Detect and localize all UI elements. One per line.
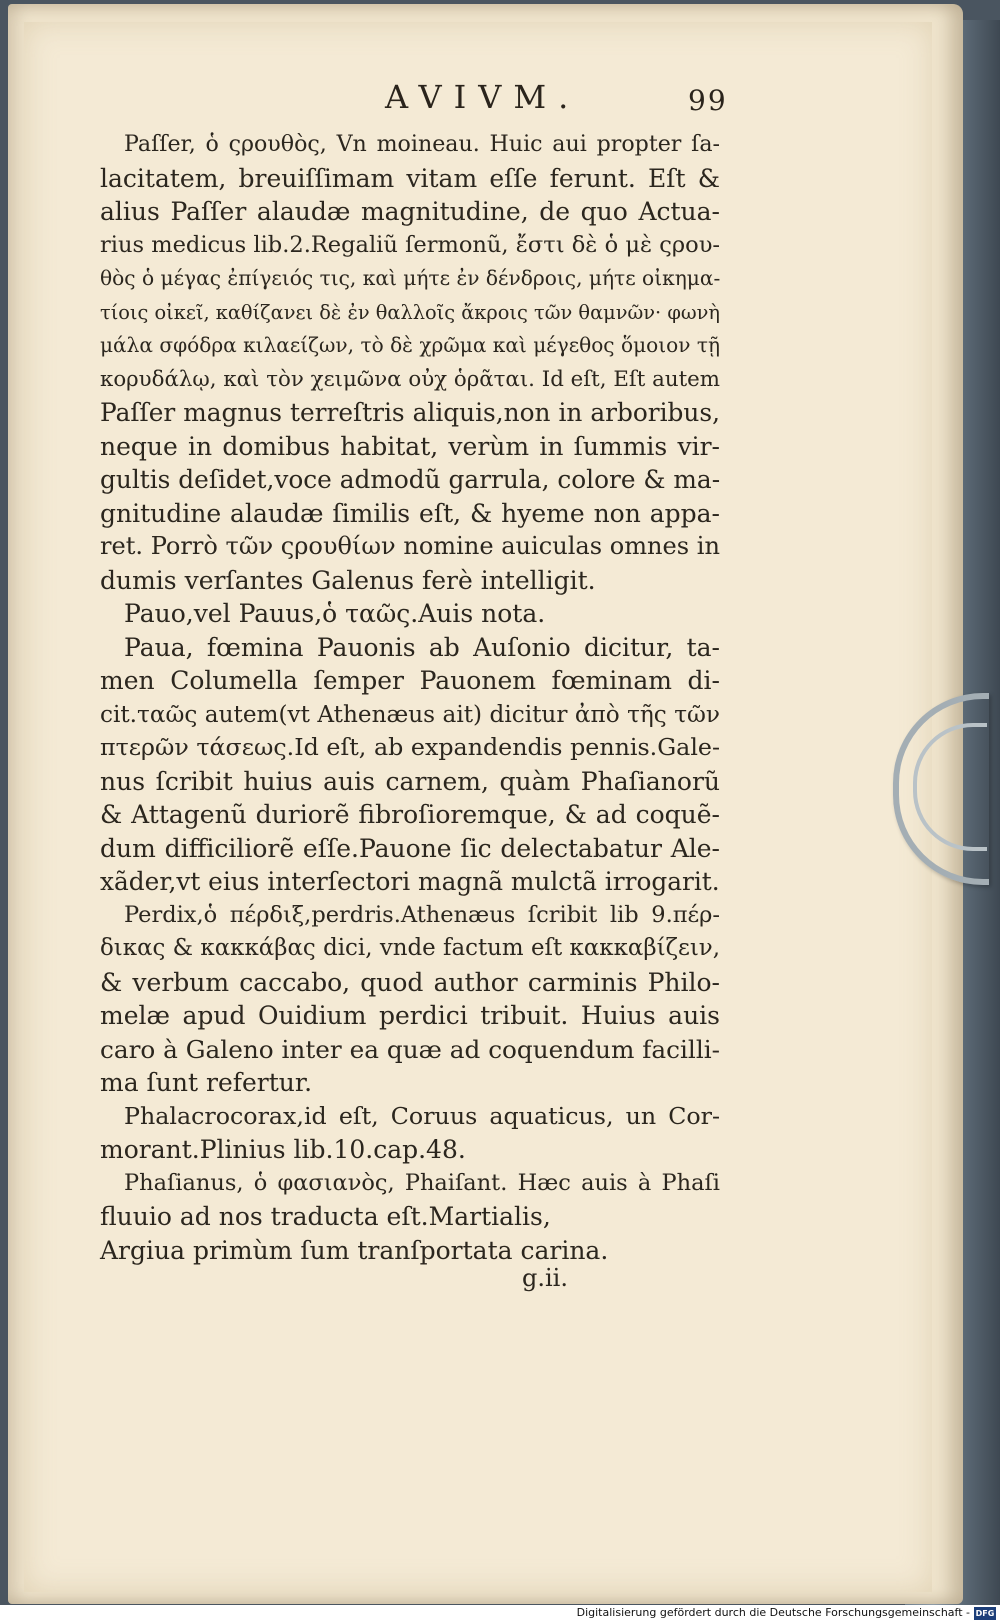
text-line: men Columella ſemper Pauonem fœminam di- <box>100 666 720 695</box>
text-line: gnitudine alaudæ ſimilis eſt, & hyeme non appa- <box>100 498 720 528</box>
text-line: Perdix,ὁ πέρδιξ,perdris.Athenæus ſcribit lib 9.πέρ- <box>124 901 720 928</box>
text-line: Pauo,vel Pauus,ὁ ταῶς.Auis nota. <box>124 599 546 628</box>
text-line: Paua, fœmina Pauonis ab Auſonio dicitur, ta- <box>124 632 720 662</box>
text-line: Argiua primùm ſum tranſportata carina. <box>100 1235 609 1265</box>
text-line: Phaſianus, ὁ φασιανὸς, Phaiſant. Hæc auis à Phaſi <box>124 1169 720 1196</box>
text-line: gultis deſidet,voce admodũ garrula, colore & ma- <box>100 465 721 494</box>
text-line: ma ſunt refertur. <box>100 1068 313 1097</box>
text-line: τίοις οἰκεῖ, καθίζανει δὲ ἐν θαλλοῖς ἄκροις τῶν θαμνῶν· φωνὴ <box>100 300 720 324</box>
text-line: melæ apud Ouidium perdici tribuit. Huius auis <box>100 1001 720 1030</box>
text-line: neque in domibus habitat, verùm in ſummis vir- <box>100 431 720 461</box>
text-line: ret. Porrò τῶν ςρουθίων nomine auiculas omnes in <box>100 532 720 560</box>
text-line: δικας & κακκάβας dici, vnde factum eſt κακκαβίζειν, <box>100 935 720 961</box>
text-line: & Attagenũ duriorẽ fibroſioremque, & ad coquẽ- <box>100 800 720 829</box>
text-line: dum difficiliorẽ eſſe.Pauone ſic delectabatur Ale- <box>100 833 720 863</box>
running-head: AVIVM. <box>385 78 581 116</box>
text-line: dumis verſantes Galenus ferè intelligit. <box>100 565 596 595</box>
text-line: caro à Galeno inter ea quæ ad coquendum facilli- <box>100 1034 720 1064</box>
text-line: Paſſer magnus terreſtris aliquis,non in arboribus, <box>100 398 720 427</box>
text-line: xãder,vt eius interſectori magnã mulctã irrogarit. <box>100 867 720 896</box>
text-line: κορυδάλῳ, καὶ τὸν χειμῶνα οὐχ ὁρᾶται. Id eſt, Eſt autem <box>100 366 720 392</box>
digitization-footer <box>0 1605 1000 1623</box>
text-line: alius Paſſer alaudæ magnitudine, de quo Actua- <box>100 197 720 226</box>
text-line: & verbum caccabo, quod author carminis Philo- <box>100 967 720 997</box>
body-text <box>100 128 720 1267</box>
text-line: μάλα σφόδρα κιλαείζων, τὸ δὲ χρῶμα καὶ μέγεθος ὅμοιον τῇ <box>100 333 720 357</box>
text-line: θὸς ὁ μέγας ἐπίγειός τις, καὶ μήτε ἐν δένδροις, μήτε οἰκημα- <box>100 266 721 290</box>
text-line: nus ſcribit huius auis carnem, quàm Phaſianorũ <box>100 766 720 796</box>
text-line: πτερῶν τάσεως.Id eſt, ab expandendis pennis.Gale- <box>100 733 720 761</box>
text-line: fluuio ad nos traducta eſt.Martialis, <box>100 1202 551 1231</box>
text-line: lacitatem, breuiſſimam vitam eſſe ferunt. Eſt & <box>100 163 720 193</box>
dfg-logo: DFG <box>975 1609 995 1618</box>
text-line: rius medicus lib.2.Regaliũ ſermonũ, ἔστι δὲ ὁ μὲ ςρου- <box>100 231 720 258</box>
text-line: Phalacrocorax,id eſt, Coruus aquaticus, un Cor- <box>124 1101 720 1130</box>
text-line: Paſſer, ὁ ςρουθὸς, Vn moineau. Huic aui propter ſa- <box>124 131 720 157</box>
text-line: cit.ταῶς autem(vt Athenæus ait) dicitur ἀπὸ τῆς τῶν <box>100 700 720 728</box>
funding-credit: Digitalisierung gefördert durch die Deutsche Forschungsgemeinschaft - <box>576 1606 970 1619</box>
signature-mark: g.ii. <box>522 1264 568 1292</box>
page-number: 99 <box>688 84 728 117</box>
text-line: morant.Plinius lib.10.cap.48. <box>100 1135 466 1164</box>
